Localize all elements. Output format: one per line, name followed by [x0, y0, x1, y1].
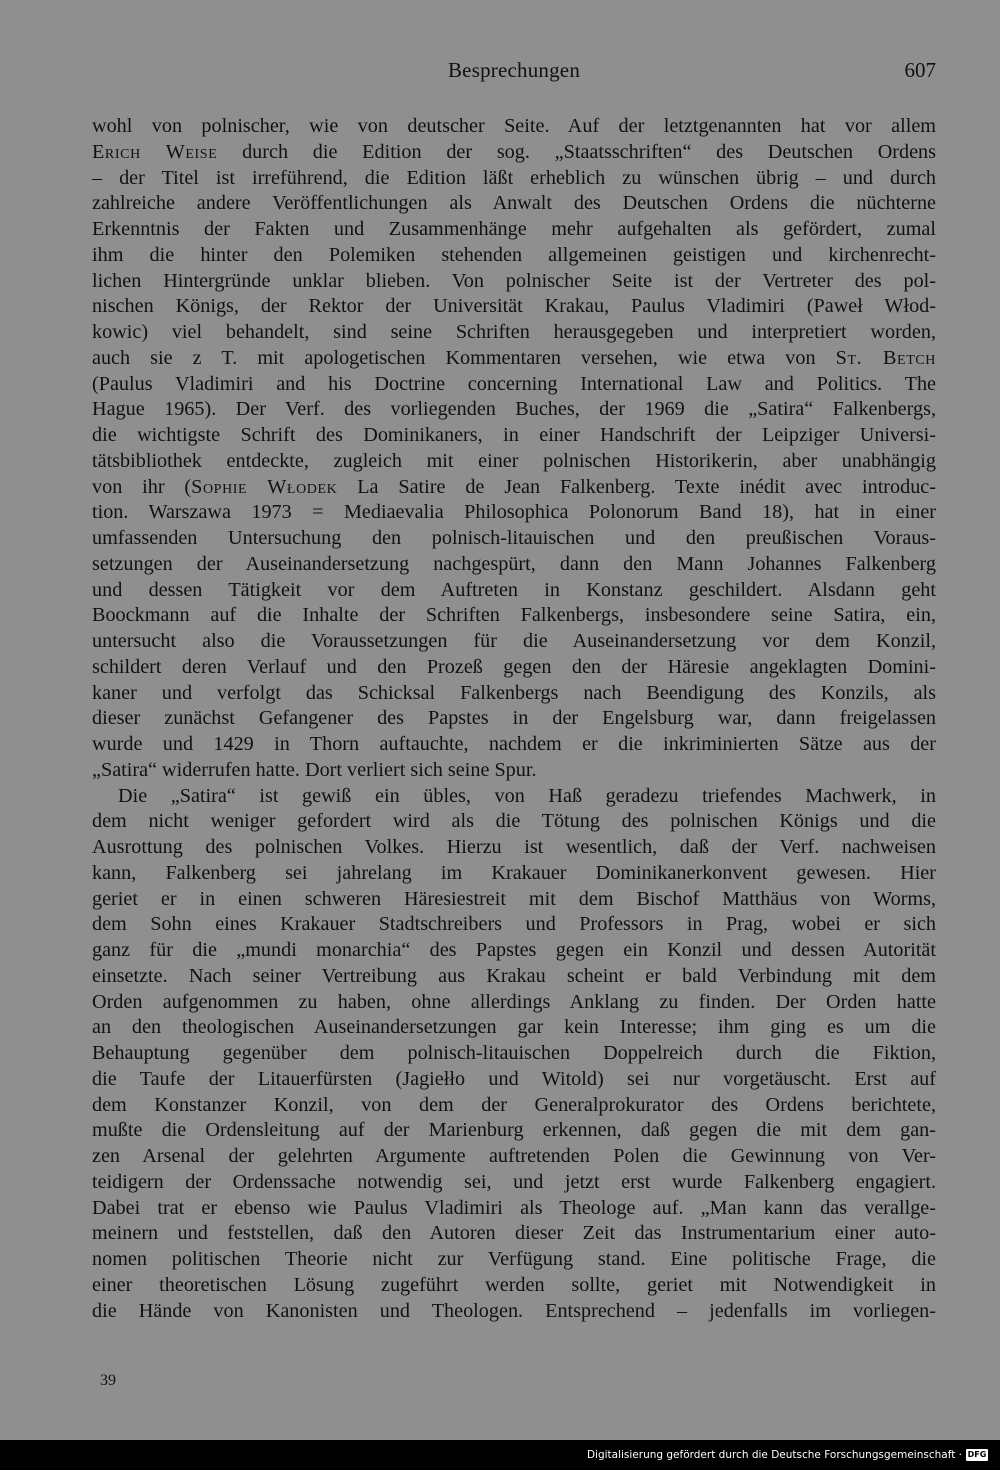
text-segment: tion. Warszawa 1973 = Mediaevalia Philosophica Polonorum Band 18), hat in einer [92, 501, 936, 524]
text-line [92, 655, 936, 681]
text-line [92, 294, 936, 320]
text-segment: zahlreiche andere Veröffentlichungen als Anwalt des Deutschen Ordens die nüchterne [92, 192, 936, 215]
text-line [92, 243, 936, 269]
text-line [92, 1015, 936, 1041]
text-line [92, 706, 936, 732]
text-line [92, 346, 936, 372]
text-line [92, 166, 936, 192]
text-line [92, 938, 936, 964]
text-segment: einsetzte. Nach seiner Vertreibung aus Krakau scheint er bald Verbindung mit dem [92, 964, 936, 987]
text-segment: kowic) viel behandelt, sind seine Schriften herausgegeben und interpretiert worden, [92, 321, 936, 343]
text-segment: ihm die hinter den Polemiken stehenden allgemeinen geistigen und kirchenrecht- [92, 243, 936, 266]
text-segment: die wichtigste Schrift des Dominikaners, in einer Handschrift der Leipziger Universi- [92, 424, 936, 446]
page-number: 607 [904, 58, 936, 82]
text-segment: schildert deren Verlauf und den Prozeß gegen den der Häresie angeklagten Domini- [92, 655, 936, 678]
text-line [92, 603, 936, 629]
text-segment: einer theoretischen Lösung zugeführt werden sollte, geriet mit Notwendigkeit in [92, 1273, 936, 1296]
text-segment: meinern und feststellen, daß den Autoren dieser Zeit das Instrumentarium einer auto- [92, 1222, 936, 1245]
text-segment: wurde und 1429 in Thorn auftauchte, nachdem er die inkriminierten Sätze aus der [92, 733, 936, 755]
text-line [92, 1221, 936, 1247]
digitization-credit [587, 1447, 988, 1463]
text-line [92, 1170, 936, 1196]
text-segment: Die „Satira“ ist gewiß ein übles, von Haß geradezu triefendes Machwerk, in [118, 784, 936, 807]
text-segment: die Hände von Kanonisten und Theologen. Entsprechend – jedenfalls im vorliegen- [92, 1299, 936, 1322]
text-line [92, 990, 936, 1016]
text-line [92, 861, 936, 887]
text-segment: zen Arsenal der gelehrten Argumente auftretenden Polen die Gewinnung von Ver- [92, 1145, 936, 1167]
text-segment: Boockmann auf die Inhalte der Schriften Falkenbergs, insbesondere seine Satira, ein, [92, 604, 936, 627]
text-segment: Erkenntnis der Fakten und Zusammenhänge mehr aufgehalten als gefördert, zumal [92, 218, 936, 240]
text-line [92, 500, 936, 526]
text-segment: setzungen der Auseinandersetzung nachgespürt, dann den Mann Johannes Falkenberg [92, 552, 936, 575]
text-line [92, 887, 936, 913]
text-segment: „Satira“ widerrufen hatte. Dort verliert sich seine Spur. [92, 758, 537, 781]
text-line [92, 372, 936, 398]
text-segment: an den theologischen Auseinandersetzungen gar kein Interesse; ihm ging es um die [92, 1016, 936, 1039]
credit-text: Digitalisierung gefördert durch die Deutsche Forschungsgemeinschaft · [586, 1449, 962, 1461]
text-line [92, 809, 936, 835]
text-line [92, 526, 936, 552]
text-segment: dem Sohn eines Krakauer Stadtschreibers und Professors in Prag, wobei er sich [92, 913, 936, 936]
author-name: Erich Weise [92, 140, 218, 163]
section-title: Besprechungen [447, 58, 581, 82]
text-line [92, 423, 936, 449]
text-segment: dem Konstanzer Konzil, von dem der Generalprokurator des Ordens berichtete, [92, 1093, 936, 1116]
text-line [92, 912, 936, 938]
text-line [92, 578, 936, 604]
text-line [92, 217, 936, 243]
text-line [92, 629, 936, 655]
text-line [92, 732, 936, 758]
text-segment: kann, Falkenberg sei jahrelang im Krakauer Dominikanerkonvent gewesen. Hier [92, 861, 936, 884]
text-segment: ganz für die „mundi monarchia“ des Papstes gegen ein Konzil und dessen Autorität [92, 939, 936, 961]
text-segment: Hague 1965). Der Verf. des vorliegenden Buches, der 1969 die „Satira“ Falkenbergs, [92, 398, 936, 421]
text-segment: untersucht also die Voraussetzungen für die Auseinandersetzung vor dem Konzil, [92, 630, 936, 652]
dfg-logo-icon: DFG [967, 1450, 987, 1459]
text-line [92, 1247, 936, 1273]
author-name: Sophie Włodek [191, 475, 338, 498]
text-line [92, 1144, 936, 1170]
text-line [92, 1299, 936, 1325]
text-segment: geriet er in einen schweren Häresiestreit mit dem Bischof Matthäus von Worms, [92, 887, 936, 910]
author-name: St. Betch [835, 346, 936, 369]
text-line [92, 449, 936, 475]
running-header [92, 58, 936, 88]
text-line [92, 320, 936, 346]
text-segment: Dabei trat er ebenso wie Paulus Vladimiri als Theologe auf. „Man kann das verallge- [92, 1196, 936, 1219]
text-line [92, 191, 936, 217]
text-line [92, 758, 936, 784]
text-segment: mußte die Ordensleitung auf der Marienburg erkennen, daß gegen die mit dem gan- [92, 1119, 936, 1142]
text-segment: nomen politischen Theorie nicht zur Verfügung stand. Eine politische Frage, die [92, 1248, 936, 1270]
text-line [92, 784, 936, 810]
text-line [92, 1273, 936, 1299]
text-segment: Ausrottung des polnischen Volkes. Hierzu ist wesentlich, daß der Verf. nachweisen [92, 836, 936, 858]
text-line [92, 552, 936, 578]
signature-mark: 39 [100, 1372, 116, 1389]
text-segment: – der Titel ist irreführend, die Edition läßt erheblich zu wünschen übrig – und durch [92, 166, 936, 189]
text-segment: Behauptung gegenüber dem polnisch-litauischen Doppelreich durch die Fiktion, [92, 1042, 936, 1064]
text-line [92, 475, 936, 501]
text-line [92, 397, 936, 423]
text-line [92, 835, 936, 861]
text-segment: teidigern der Ordenssache notwendig sei, und jetzt erst wurde Falkenberg engagiert. [92, 1170, 936, 1193]
text-segment: die Taufe der Litauerfürsten (Jagiełło und Witold) sei nur vorgetäuscht. Erst auf [92, 1067, 936, 1090]
text-segment: und dessen Tätigkeit vor dem Auftreten in Konstanz geschildert. Alsdann geht [92, 578, 936, 601]
text-segment: kaner und verfolgt das Schicksal Falkenbergs nach Beendigung des Konzils, als [92, 681, 936, 704]
text-segment: La Satire de Jean Falkenberg. Texte inédit avec introduc- [337, 475, 936, 498]
text-segment: umfassenden Untersuchung den polnisch-litauischen und den preußischen Voraus- [92, 527, 936, 549]
text-segment: auch sie z T. mit apologetischen Kommentaren versehen, wie etwa von [92, 346, 836, 369]
text-segment: tätsbibliothek entdeckte, zugleich mit einer polnischen Historikerin, aber unabhängig [92, 449, 936, 472]
text-line [92, 140, 936, 166]
text-segment: (Paulus Vladimiri and his Doctrine concerning International Law and Politics. The [92, 372, 936, 395]
text-segment: wohl von polnischer, wie von deutscher Seite. Auf der letztgenannten hat vor allem [92, 115, 936, 137]
text-line [92, 1118, 936, 1144]
text-segment: dem nicht weniger gefordert wird als die Tötung des polnischen Königs und die [92, 810, 936, 833]
text-line [92, 1067, 936, 1093]
text-line [92, 1093, 936, 1119]
review-body-text [92, 114, 936, 1324]
text-line [92, 114, 936, 140]
text-segment: nischen Königs, der Rektor der Universität Krakau, Paulus Vladimiri (Paweł Włod- [92, 295, 936, 318]
text-segment: dieser zunächst Gefangener des Papstes in der Engelsburg war, dann freigelassen [92, 707, 936, 730]
text-line [92, 964, 936, 990]
text-line [92, 1196, 936, 1222]
text-segment: durch die Edition der sog. „Staatsschriften“ des Deutschen Ordens [217, 140, 937, 163]
text-line [92, 681, 936, 707]
text-segment: von ihr ( [92, 475, 192, 498]
text-line [92, 269, 936, 295]
text-line [92, 1041, 936, 1067]
text-segment: lichen Hintergründe unklar blieben. Von polnischer Seite ist der Vertreter des pol- [92, 269, 936, 292]
text-segment: Orden aufgenommen zu haben, ohne allerdings Anklang zu finden. Der Orden hatte [92, 990, 936, 1013]
